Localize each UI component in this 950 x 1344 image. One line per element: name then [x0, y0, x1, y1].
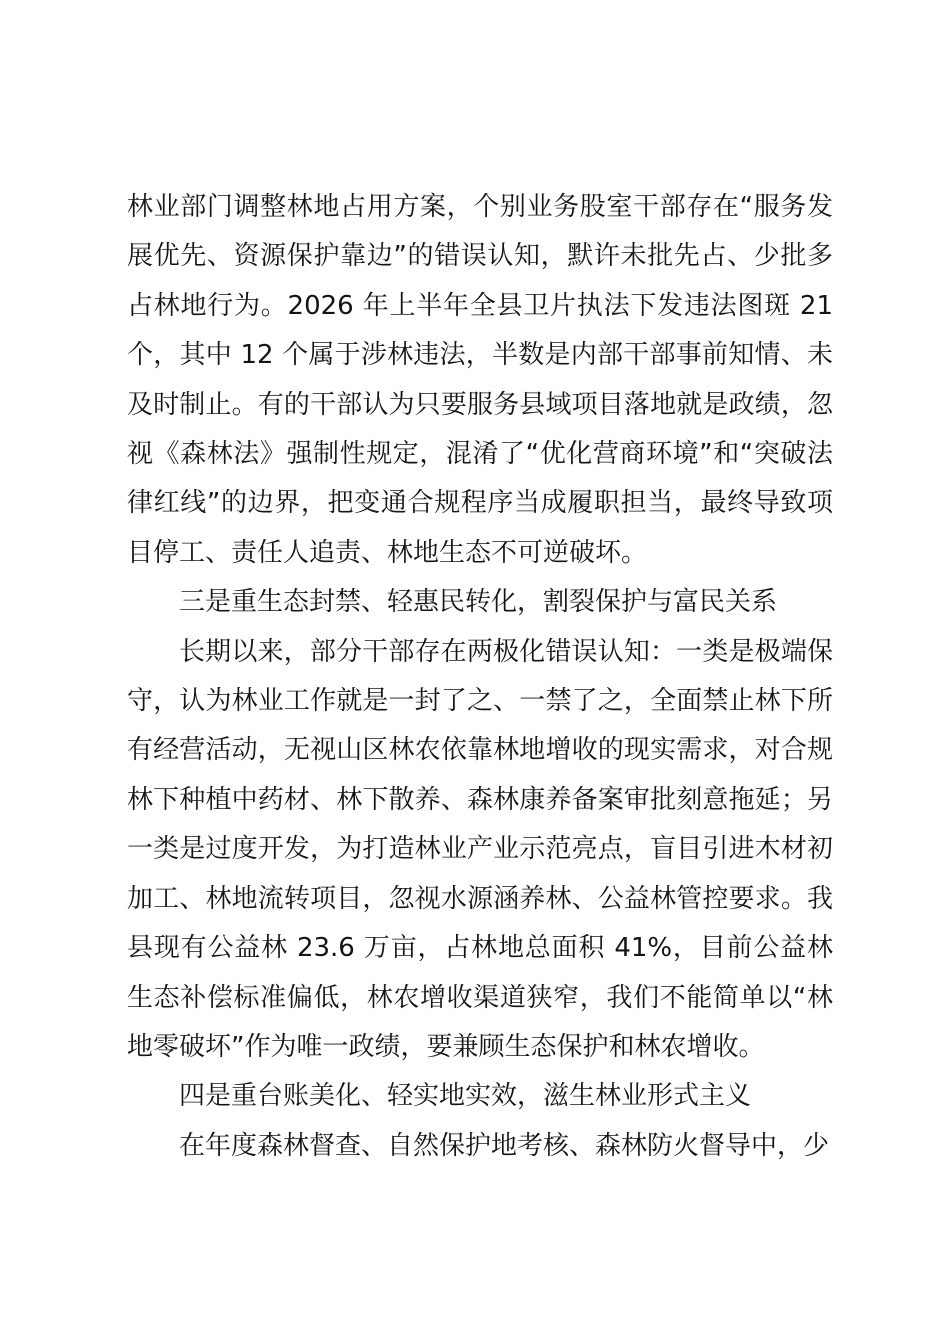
section-heading-three: 三是重生态封禁、轻惠民转化，割裂保护与富民关系	[179, 587, 778, 618]
paragraph-inspection-formalism: 在年度森林督查、自然保护地考核、森林防火督导中，少	[179, 1130, 830, 1161]
document-body	[127, 183, 833, 1171]
paragraph-polarized-cognition: 长期以来，部分干部存在两极化错误认知：一类是极端保守，认为林业工作就是一封了之、一禁了之，全面禁止林下所有经营活动，无视山区林农依靠林地增收的现实需求，对合规林下种植中药材、林下散养、森林康养备案审批刻意拖延；另一类是过度开发，为打造林业产业示范亮点，盲目引进木材初加工、林地流转项目，忽视水源涵养林、公益林管控要求。我县现有公益林 23.6 万亩，占林地总面积 41%，目前公益林生态补偿标准偏低，林农增收渠道狭窄，我们不能简单以“林地零破坏”作为唯一政绩，要兼顾生态保护和林农增收。	[127, 636, 833, 1062]
paragraph-forest-land-violation: 林业部门调整林地占用方案，个别业务股室干部存在“服务发展优先、资源保护靠边”的错误认知，默许未批先占、少批多占林地行为。2026 年上半年全县卫片执法下发违法图斑 21 个，其中 12 个属于涉林违法，半数是内部干部事前知情、未及时制止。有的干部认为只要服务县域项目落地就是政绩，忽视《森林法》强制性规定，混淆了“优化营商环境”和“突破法律红线”的边界，把变通合规程序当成履职担当，最终导致项目停工、责任人追责、林地生态不可逆破坏。	[127, 192, 833, 568]
section-heading-four: 四是重台账美化、轻实地实效，滋生林业形式主义	[179, 1081, 752, 1112]
